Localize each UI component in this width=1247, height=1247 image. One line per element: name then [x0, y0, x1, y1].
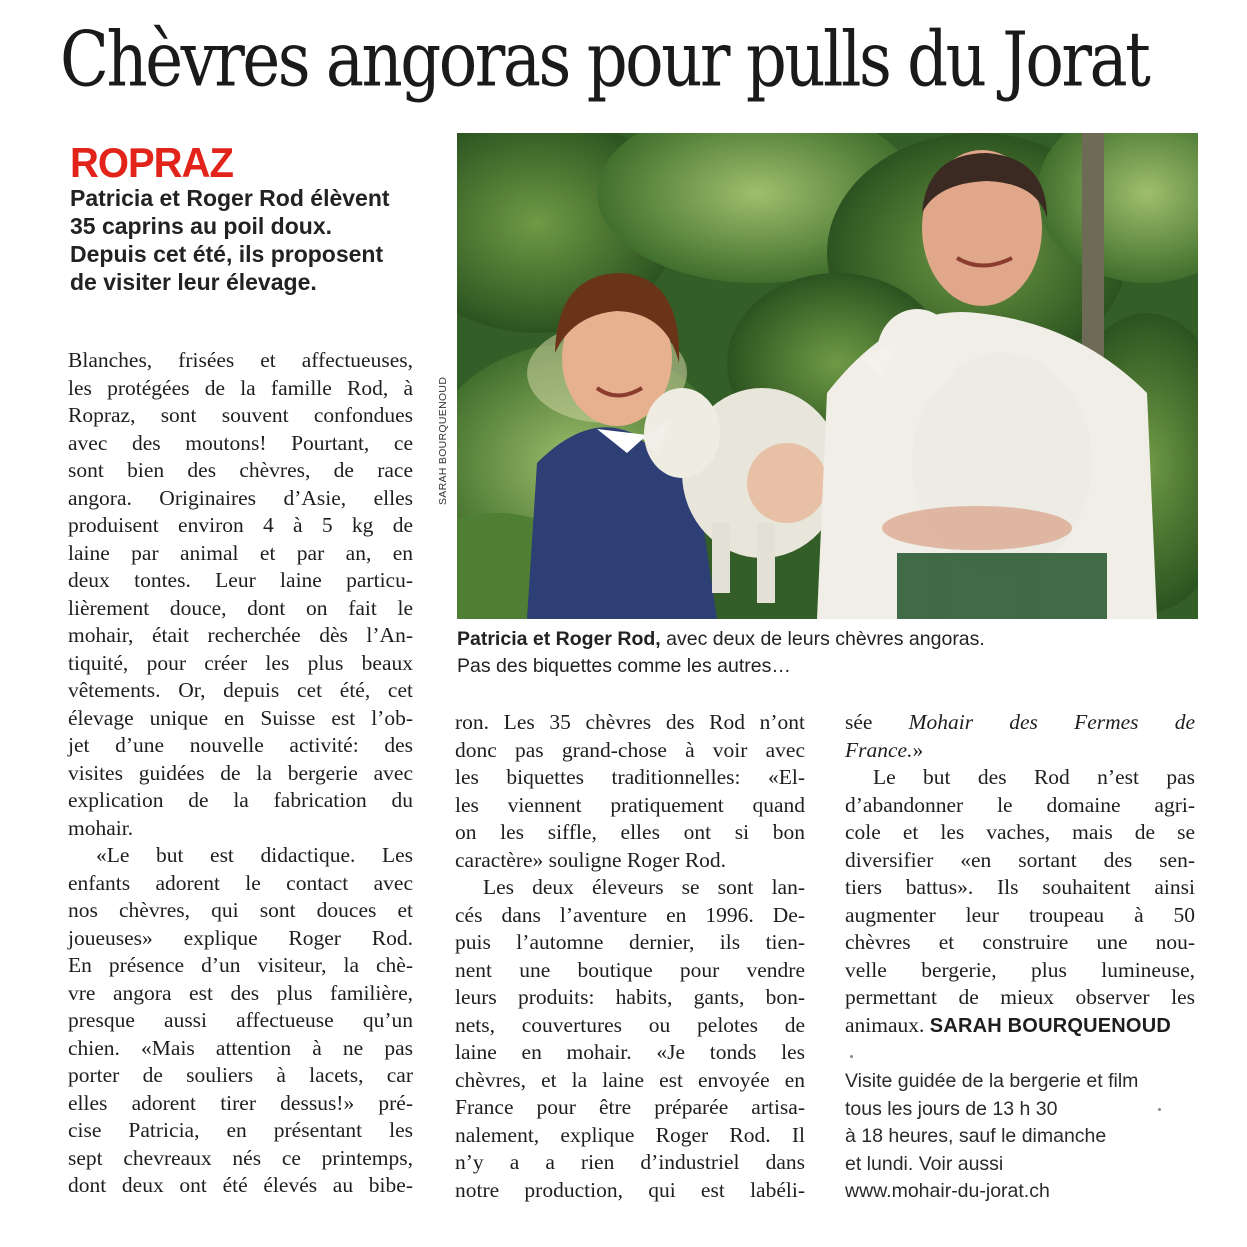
text-line: mohair.: [68, 815, 134, 840]
text-line: laine en mohair. «Je tonds les: [455, 1040, 805, 1064]
text-line: nets, couvertures ou pelotes de: [455, 1012, 805, 1037]
text-line: chien. «Mais attention à ne pas: [68, 1035, 413, 1060]
text-line: donc pas grand-chose à voir avec: [455, 737, 805, 762]
text-line: presque aussi affectueuse qu’un: [68, 1008, 413, 1032]
text-line: notre production, qui est labéli-: [455, 1177, 805, 1202]
text-line: produisent environ 4 à 5 kg de: [68, 513, 413, 537]
caption-text: avec deux de leurs chèvres angoras.: [660, 628, 985, 650]
text-line: tiquité, pour créer les plus beaux: [68, 650, 413, 675]
text-line: cés dans l’aventure en 1996. De-: [455, 902, 805, 927]
text-line: laine par animal et par an, en: [68, 540, 413, 565]
text-line: Le but des Rod n’est pas: [873, 765, 1195, 789]
info-line: à 18 heures, sauf le dimanche: [845, 1125, 1107, 1147]
text-line: chèvres, et la laine est envoyée en: [455, 1067, 805, 1092]
text-line: [845, 737, 1195, 765]
text-line: les biquettes traditionnelles: «El-: [455, 765, 805, 789]
text-line: joueuses» explique Roger Rod.: [68, 925, 413, 950]
text-line: angora. Originaires d’Asie, elles: [68, 485, 413, 510]
text-line: mohair, était recherchée dès l’An-: [68, 623, 413, 647]
visit-info-box: [845, 1068, 1195, 1206]
article-column-2: [455, 709, 805, 1204]
text-line: d’abandonner le domaine agri-: [845, 792, 1195, 817]
text-line: chèvres et construire une nou-: [845, 930, 1195, 954]
text-line: augmenter leur troupeau à 50: [845, 902, 1195, 927]
author-signature: SARAH BOURQUENOUD: [929, 1014, 1171, 1037]
text-line: [845, 1012, 1195, 1041]
text-line: leurs produits: habits, gants, bon-: [455, 985, 805, 1009]
text-line: sept chevreaux nés ce printemps,: [68, 1145, 413, 1170]
text-line: diversifier «en sortant des sen-: [845, 847, 1195, 872]
text-line: puis l’automne dernier, ils tien-: [455, 930, 805, 954]
text-line: on les siffle, elles ont si bon: [455, 820, 805, 844]
text-line: les protégées de la famille Rod, à: [68, 375, 413, 400]
text-line: nos chèvres, qui sont douces et: [68, 898, 413, 922]
article-column-3: [845, 709, 1195, 1040]
text-line: vre angora est des plus familière,: [68, 980, 413, 1005]
text-line: [845, 709, 1195, 737]
text-line: En présence d’un visiteur, la chè-: [68, 953, 413, 977]
photo-caption: [457, 626, 1197, 680]
info-line: Visite guidée de la bergerie et film: [845, 1070, 1139, 1092]
text-line: visites guidées de la bergerie avec: [68, 760, 413, 785]
lead-line: Patricia et Roger Rod élèvent: [70, 185, 390, 211]
photo-credit: SARAH BOURQUENOUD: [437, 376, 449, 505]
text-line: cole et les vaches, mais de se: [845, 820, 1195, 844]
text-line: lièrement douce, dont on fait le: [68, 595, 413, 620]
text-line: sont bien des chèvres, de race: [68, 458, 413, 482]
lead-line: de visiter leur élevage.: [70, 269, 317, 295]
text-fragment: sée: [845, 710, 909, 734]
text-line: Ropraz, sont souvent confondues: [68, 403, 413, 427]
text-line: vêtements. Or, depuis cet été, cet: [68, 678, 413, 702]
article-column-1: [68, 347, 413, 1200]
text-line: nalement, explique Roger Rod. Il: [455, 1122, 805, 1147]
text-line: Les deux éleveurs se sont lan-: [483, 875, 805, 899]
text-line: les viennent pratiquement quand: [455, 792, 805, 817]
text-line: tiers battus». Ils souhaitent ainsi: [845, 875, 1195, 899]
text-line: n’y a a rien d’industriel dans: [455, 1150, 805, 1174]
text-fragment: »: [912, 737, 924, 762]
location-kicker: ROPRAZ: [70, 140, 233, 187]
text-fragment: animaux.: [845, 1012, 925, 1037]
text-line: France pour être préparée artisa-: [455, 1095, 805, 1119]
text-line: nent une boutique pour vendre: [455, 957, 805, 982]
text-line: dont deux ont été élevés au bibe-: [68, 1173, 413, 1197]
text-line: permettant de mieux observer les: [845, 985, 1195, 1009]
photo-illustration: [457, 133, 1198, 619]
decorative-dot: [850, 1055, 853, 1058]
caption-names: Patricia et Roger Rod,: [457, 628, 661, 650]
text-line: cise Patricia, en présentant les: [68, 1118, 413, 1142]
text-line: Blanches, frisées et affectueuses,: [68, 348, 413, 372]
lead-paragraph: [70, 184, 430, 296]
text-line: porter de souliers à lacets, car: [68, 1063, 413, 1087]
article-photo: [457, 133, 1198, 619]
label-name: Mohair des Fermes de: [908, 710, 1195, 734]
label-name: France.: [845, 737, 913, 762]
text-line: élevage unique en Suisse est l’ob-: [68, 705, 413, 730]
text-line: avec des moutons! Pourtant, ce: [68, 430, 413, 455]
text-line: ron. Les 35 chèvres des Rod n’ont: [455, 710, 805, 734]
text-line: deux tontes. Leur laine particu-: [68, 568, 413, 592]
info-line: et lundi. Voir aussi: [845, 1152, 1004, 1175]
headline: Chèvres angoras pour pulls du Jorat: [60, 17, 1149, 105]
caption-line: [457, 626, 1197, 653]
website-link[interactable]: www.mohair-du-jorat.ch: [845, 1180, 1050, 1202]
lead-line: Depuis cet été, ils proposent: [70, 241, 384, 267]
text-line: velle bergerie, plus lumineuse,: [845, 957, 1195, 982]
lead-line: 35 caprins au poil doux.: [70, 213, 333, 239]
text-line: jet d’une nouvelle activité: des: [68, 733, 413, 757]
text-line: elles adorent tirer dessus!» pré-: [68, 1090, 413, 1115]
text-line: «Le but est didactique. Les: [96, 843, 413, 867]
info-line: tous les jours de 13 h 30: [845, 1097, 1058, 1120]
text-line: enfants adorent le contact avec: [68, 870, 413, 895]
text-line: explication de la fabrication du: [68, 788, 413, 812]
text-line: caractère» souligne Roger Rod.: [455, 847, 727, 872]
caption-line: Pas des biquettes comme les autres…: [457, 655, 791, 677]
